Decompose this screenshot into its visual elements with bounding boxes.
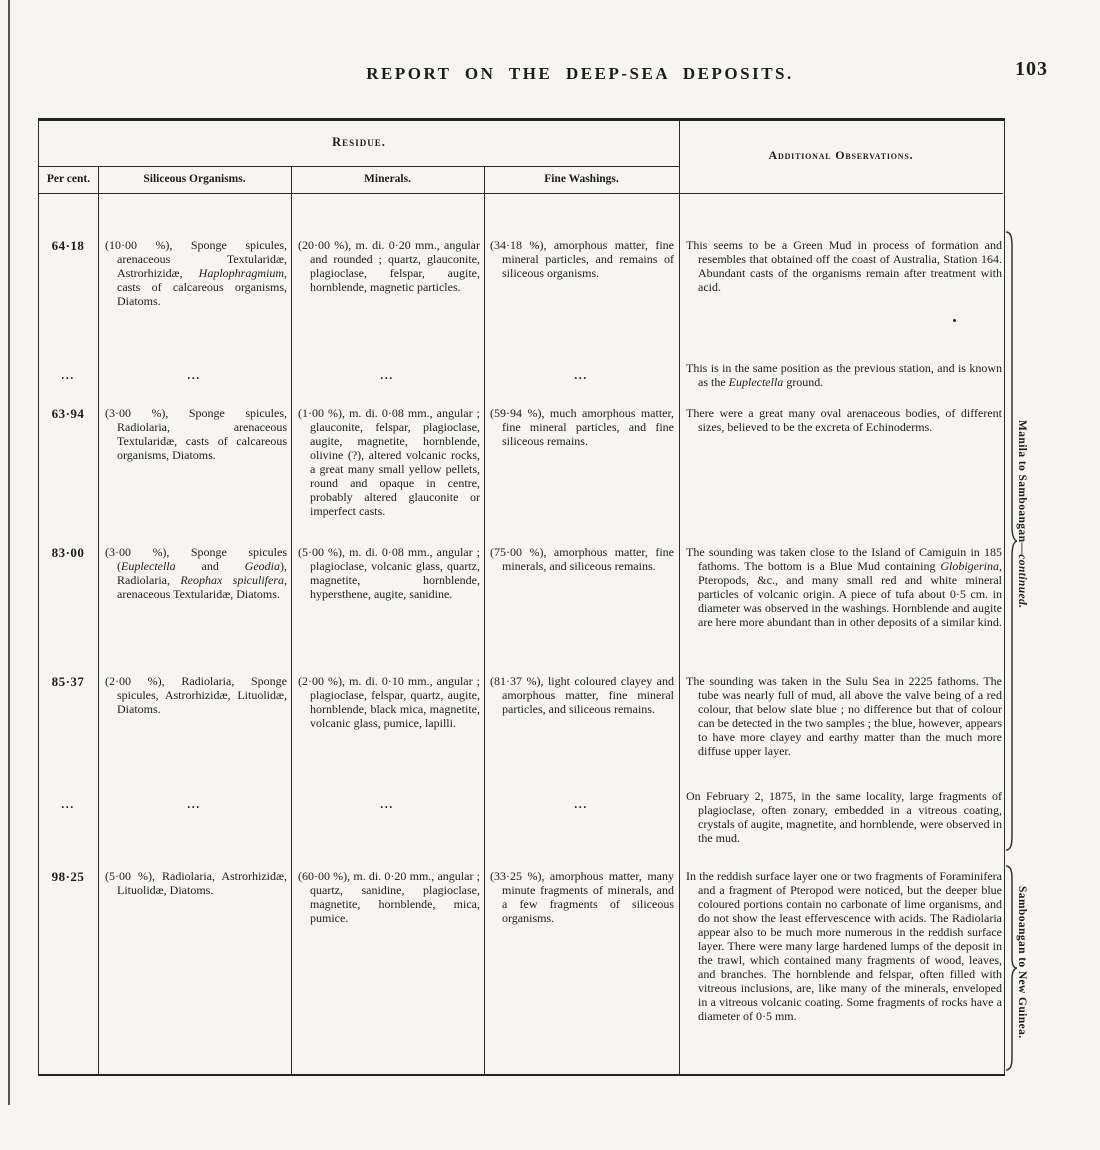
observations-cell: The sounding was taken in the Sulu Sea in 2225 fathoms. The tube was nearly full of mud, all above the valve being of a red colour, that below slate blue ; no difference but that of colour can be detected in the two samples ; the blue, however, appears to have more clayey and earthy matter than the much more diffuse upper layer. xyxy=(686,674,1002,759)
route-label-samboangan-new-guinea: Samboangan to New Guinea. xyxy=(1016,886,1028,1039)
organisms-cell: (3·00 %), Sponge spicules, Radiolaria, arenaceous Textularidæ, casts of calcareous organisms, Diatoms. xyxy=(105,406,287,463)
minerals-cell: (1·00 %), m. di. 0·08 mm., angular ; glauconite, felspar, plagioclase, augite, magnetite, hornblende, olivine (?), altered volcanic rocks, a great many small yellow pellets, round and opaque in centre, probably altered glauconite or imperfect casts. xyxy=(298,406,480,519)
page-title: REPORT ON THE DEEP-SEA DEPOSITS. xyxy=(366,64,794,83)
header-underline xyxy=(39,193,1003,194)
column-header-percent: Per cent. xyxy=(46,173,91,185)
washings-cell: (33·25 %), amorphous matter, many minute fragments of minerals, and a few fragments of siliceous organisms. xyxy=(490,869,674,926)
percent-cell: ... xyxy=(61,797,75,811)
minerals-cell: (2·00 %), m. di. 0·10 mm., angular ; plagioclase, felspar, quartz, augite, hornblende, black mica, magnetite, volcanic glass, pumice, lapilli. xyxy=(298,674,480,731)
scan-speck xyxy=(953,319,956,322)
minerals-cell: (60·00 %), m. di. 0·20 mm., angular ; quartz, sanidine, plagioclase, magnetite, hornblende, mica, pumice. xyxy=(298,869,480,926)
percent-cell: ... xyxy=(61,368,75,382)
column-divider-percent xyxy=(98,166,99,1074)
minerals-cell: (20·00 %), m. di. 0·20 mm., angular and rounded ; quartz, glauconite, plagioclase, felspar, augite, hornblende, magnetic particles. xyxy=(298,238,480,295)
percent-cell: 85·37 xyxy=(51,674,85,689)
column-header-minerals: Minerals. xyxy=(364,173,411,185)
percent-cell: 98·25 xyxy=(51,869,85,884)
column-divider-observations xyxy=(679,121,680,1074)
deposits-table xyxy=(38,118,1005,1076)
residue-heading: Residue. xyxy=(332,135,386,149)
row-group-brace xyxy=(1003,230,1017,852)
additional-observations-heading: Additional Observations. xyxy=(768,148,914,162)
percent-cell: 63·94 xyxy=(51,406,85,421)
observations-cell: This is in the same position as the previous station, and is known as the Euplectella ground. xyxy=(686,361,1002,390)
organisms-cell: (2·00 %), Radiolaria, Sponge spicules, Astrorhizidæ, Lituolidæ, Diatoms. xyxy=(105,674,287,717)
column-header-washings: Fine Washings. xyxy=(544,173,619,185)
observations-cell: The sounding was taken close to the Island of Camiguin in 185 fathoms. The bottom is a Blue Mud containing Globigerina, Pteropods, &c., and many small red and white mineral particles of volcanic origin. A piece of tufa about 0·5 cm. in diameter was observed in the washings. Hornblende and augite are here more abundant than in other deposits of a similar kind. xyxy=(686,545,1002,630)
page-number: 103 xyxy=(1015,58,1048,80)
minerals-cell: ... xyxy=(380,368,394,382)
percent-cell: 64·18 xyxy=(51,238,85,253)
washings-cell: (75·00 %), amorphous matter, fine minerals, and siliceous remains. xyxy=(490,545,674,574)
observations-cell: On February 2, 1875, in the same locality, large fragments of plagioclase, often zonary, embedded in a vitreous coating, crystals of augite, magnetite, and hornblende, were observed in the mud. xyxy=(686,789,1002,846)
residue-underline xyxy=(39,166,679,167)
observations-cell: There were a great many oval arenaceous bodies, of different sizes, believed to be the excreta of Echinoderms. xyxy=(686,406,1002,435)
washings-cell: ... xyxy=(574,368,588,382)
organisms-cell: (10·00 %), Sponge spicules, arenaceous Textularidæ, Astrorhizidæ, Haplophragmium, casts of calcareous organisms, Diatoms. xyxy=(105,238,287,309)
washings-cell: (59·94 %), much amorphous matter, fine mineral particles, and fine siliceous remains. xyxy=(490,406,674,449)
scan-gutter-edge xyxy=(8,0,10,1105)
column-divider-organisms xyxy=(291,166,292,1074)
washings-cell: (81·37 %), light coloured clayey and amorphous matter, fine mineral particles, and siliceous remains. xyxy=(490,674,674,717)
route-label-manila-samboangan: Manila to Samboangan—continued. xyxy=(1016,420,1028,609)
row-group-brace xyxy=(1003,864,1017,1072)
organisms-cell: (5·00 %), Radiolaria, Astrorhizidæ, Lituolidæ, Diatoms. xyxy=(105,869,287,898)
column-divider-minerals xyxy=(484,166,485,1074)
washings-cell: (34·18 %), amorphous matter, fine mineral particles, and remains of siliceous organisms. xyxy=(490,238,674,281)
organisms-cell: ... xyxy=(187,368,201,382)
organisms-cell: ... xyxy=(187,797,201,811)
column-header-organisms: Siliceous Organisms. xyxy=(143,173,246,185)
percent-cell: 83·00 xyxy=(51,545,85,560)
minerals-cell: (5·00 %), m. di. 0·08 mm., angular ; plagioclase, volcanic glass, quartz, magnetite, hornblende, hypersthene, augite, sanidine. xyxy=(298,545,480,602)
observations-cell: This seems to be a Green Mud in process of formation and resembles that obtained off the coast of Australia, Station 164. Abundant casts of the organisms remain after treatment with acid. xyxy=(686,238,1002,295)
minerals-cell: ... xyxy=(380,797,394,811)
observations-cell: In the reddish surface layer one or two fragments of Foraminifera and a fragment of Pteropod were noticed, but the deeper blue coloured portions contain no carbonate of lime organisms, and do not show the least effervescence with acids. The Radiolaria appear also to be much more numerous in the reddish surface layer. There were many large hardened lumps of the deposit in the trawl, which contained many fragments of wood, leaves, and branches. The hornblende and felspar, often filled with vitreous inclusions, are, like many of the minerals, enveloped in a vitreous volcanic coating. Some fragments of rocks have a diameter of 0·5 mm. xyxy=(686,869,1002,1024)
washings-cell: ... xyxy=(574,797,588,811)
organisms-cell: (3·00 %), Sponge spicules (Euplectella and Geodia), Radiolaria, Reophax spiculifera, arenaceous Textularidæ, Diatoms. xyxy=(105,545,288,602)
